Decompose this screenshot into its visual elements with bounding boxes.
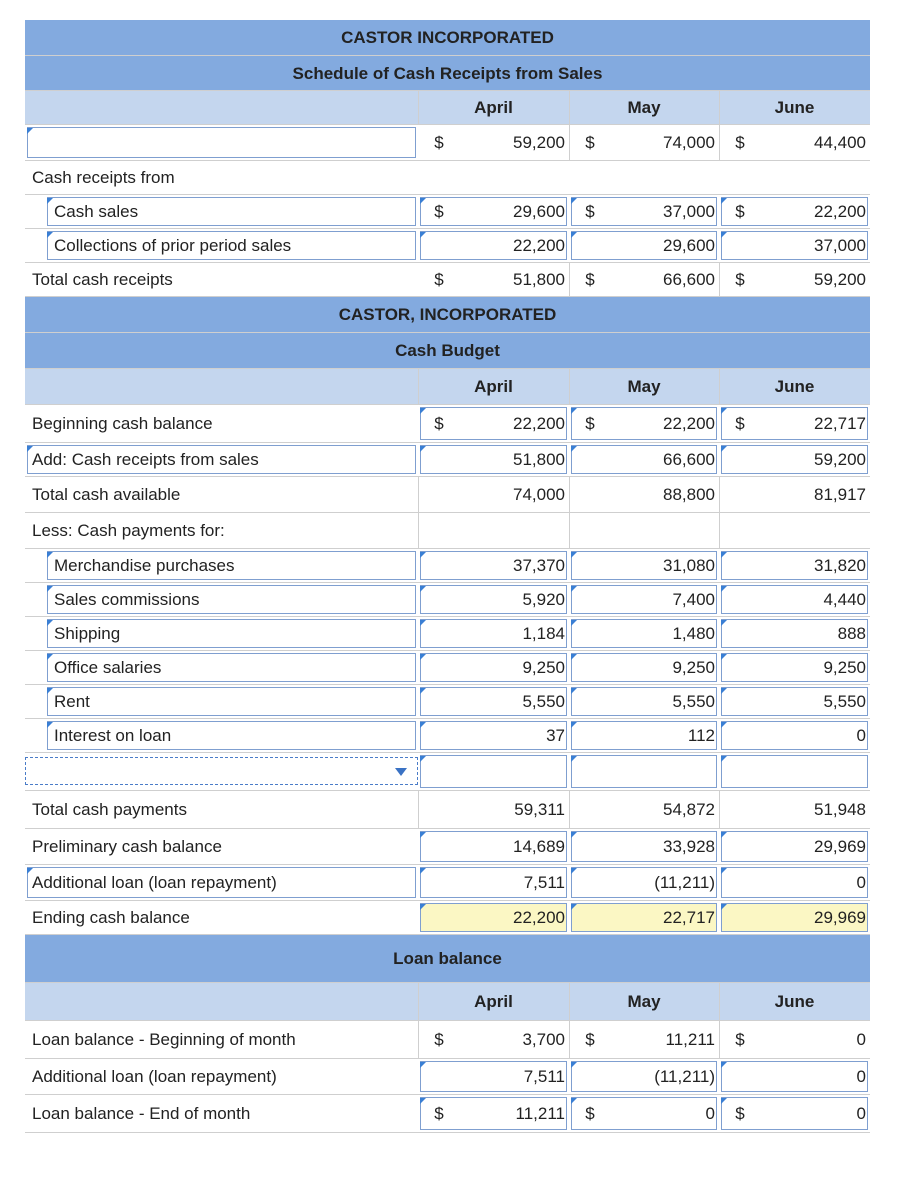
schedule-month-0: April [474,98,513,117]
salaries-label: Office salaries [54,658,162,677]
ending-cash-label: Ending cash balance [32,908,190,927]
ending-cash-value-1: 22,717 [663,908,715,927]
cash-sales-value-2: 22,200 [814,202,866,221]
rent-value-1: 5,550 [672,692,715,711]
total-receipts-dollar-2: $ [735,270,745,289]
sales-value-0: 59,200 [513,133,565,152]
loan-additional-value-2: 0 [856,1067,866,1086]
shipping-value-2: 888 [837,624,866,643]
loan-end-label: Loan balance - End of month [32,1104,251,1123]
rent-label: Rent [54,692,90,711]
schedule-title: Schedule of Cash Receipts from Sales [292,64,603,83]
loan-balance-months-row [25,983,870,1021]
cash-sales-value-1: 37,000 [663,202,715,221]
sales-row [25,125,870,161]
sales-value-1: 74,000 [663,133,715,152]
total-receipts-value-2: 59,200 [814,270,866,289]
sales-dollar-1: $ [585,133,595,152]
budget-month-0: April [474,377,513,396]
shipping-row [25,617,870,651]
cash-receipts-from-row [25,161,870,195]
loan-begin-dollar-0: $ [434,1030,444,1049]
preliminary-value-0: 14,689 [513,837,565,856]
loan-value-1: (11,211) [654,873,715,892]
empty-payment-row [25,753,870,791]
collections-value-2: 37,000 [814,236,866,255]
loan-label: Additional loan (loan repayment) [32,873,277,892]
schedule-company-title: CASTOR INCORPORATED [341,28,554,47]
cash-sales-value-0: 29,600 [513,202,565,221]
preliminary-label: Preliminary cash balance [32,837,222,856]
merchandise-label: Merchandise purchases [54,556,235,575]
rent-value-2: 5,550 [823,692,866,711]
salaries-row [25,651,870,685]
total-payments-row [25,791,870,829]
total-receipts-row [25,263,870,297]
collections-label: Collections of prior period sales [54,236,292,255]
ending-cash-row [25,901,870,935]
cash-sales-dollar-2: $ [735,202,745,221]
loan-begin-dollar-1: $ [585,1030,595,1049]
available-label: Total cash available [32,485,181,504]
sales-dollar-2: $ [735,133,745,152]
loan-begin-value-2: 0 [856,1030,866,1049]
loan-balance-month-0: April [474,992,513,1011]
empty-payment-cell-1[interactable] [571,755,717,788]
receipts-value-0: 51,800 [513,450,565,469]
available-value-1: 88,800 [663,485,715,504]
merchandise-value-0: 37,370 [513,556,565,575]
loan-end-value-0: 11,211 [515,1104,565,1123]
receipts-row [25,443,870,477]
loan-balance-title-row [25,935,870,983]
loan-value-2: 0 [856,873,866,892]
loan-begin-label: Loan balance - Beginning of month [32,1030,296,1049]
loan-balance-title: Loan balance [393,949,502,968]
beginning-cash-value-2: 22,717 [814,414,866,433]
available-value-2: 81,917 [814,485,866,504]
beginning-cash-value-1: 22,200 [663,414,715,433]
loan-additional-row [25,1059,870,1095]
merchandise-row [25,549,870,583]
loan-end-dollar-1: $ [585,1104,595,1123]
less-payments-row [25,513,870,549]
loan-end-row [25,1095,870,1133]
cash-sales-dollar-0: $ [434,202,444,221]
rent-label-input[interactable] [47,687,416,716]
total-receipts-label: Total cash receipts [32,270,173,289]
merchandise-value-2: 31,820 [814,556,866,575]
budget-title: Cash Budget [395,341,500,360]
rent-value-0: 5,550 [522,692,565,711]
less-payments-label: Less: Cash payments for: [32,521,225,540]
budget-months-row [25,369,870,405]
interest-row [25,719,870,753]
beginning-cash-row [25,405,870,443]
schedule-title-row [25,56,870,91]
sales-value-2: 44,400 [814,133,866,152]
loan-begin-value-0: 3,700 [522,1030,565,1049]
empty-payment-cell-2[interactable] [721,755,868,788]
cash-budget-worksheet [25,20,870,1133]
loan-begin-row [25,1021,870,1059]
loan-additional-value-0: 7,511 [523,1067,565,1086]
loan-additional-label: Additional loan (loan repayment) [32,1067,277,1086]
loan-end-value-1: 0 [705,1104,715,1123]
total-receipts-value-0: 51,800 [513,270,565,289]
salaries-value-0: 9,250 [522,658,565,677]
shipping-value-1: 1,480 [672,624,715,643]
ending-cash-value-0: 22,200 [513,908,565,927]
available-row [25,477,870,513]
cash-sales-dollar-1: $ [585,202,595,221]
commissions-value-1: 7,400 [672,590,715,609]
total-receipts-value-1: 66,600 [663,270,715,289]
interest-value-0: 37 [546,726,565,745]
commissions-value-0: 5,920 [522,590,565,609]
budget-title-row [25,333,870,369]
schedule-month-1: May [627,98,661,117]
budget-month-2: June [774,377,815,396]
collections-value-1: 29,600 [663,236,715,255]
receipts-label: Add: Cash receipts from sales [32,450,259,469]
loan-end-dollar-0: $ [434,1104,444,1123]
total-payments-label: Total cash payments [32,800,187,819]
chevron-down-icon[interactable] [395,768,407,776]
payment-type-dropdown[interactable] [25,757,418,785]
salaries-value-2: 9,250 [823,658,866,677]
preliminary-value-2: 29,969 [814,837,866,856]
salaries-value-1: 9,250 [672,658,715,677]
total-receipts-dollar-1: $ [585,270,595,289]
commissions-label: Sales commissions [54,590,200,609]
cash-receipts-from-label: Cash receipts from [32,168,175,187]
preliminary-value-1: 33,928 [663,837,715,856]
receipts-value-1: 66,600 [663,450,715,469]
schedule-company-row [25,20,870,56]
cash-sales-row [25,195,870,229]
loan-value-0: 7,511 [523,873,565,892]
loan-begin-dollar-2: $ [735,1030,745,1049]
sales-dollar-0: $ [434,133,444,152]
commissions-value-2: 4,440 [823,590,866,609]
shipping-label: Shipping [54,624,121,643]
loan-end-value-2: 0 [856,1104,866,1123]
budget-month-1: May [627,377,661,396]
available-value-0: 74,000 [513,485,565,504]
sales-label-input[interactable] [27,127,416,158]
beginning-cash-label: Beginning cash balance [32,414,213,433]
total-payments-value-0: 59,311 [514,800,565,819]
collections-value-0: 22,200 [513,236,565,255]
loan-end-dollar-2: $ [735,1104,745,1123]
interest-label: Interest on loan [54,726,172,745]
schedule-month-2: June [774,98,815,117]
loan-balance-month-2: June [774,992,815,1011]
merchandise-value-1: 31,080 [663,556,715,575]
loan-begin-value-1: 11,211 [665,1030,715,1049]
rent-row [25,685,870,719]
beginning-cash-value-0: 22,200 [513,414,565,433]
budget-company-title: CASTOR, INCORPORATED [338,305,557,324]
total-payments-value-1: 54,872 [663,800,715,819]
interest-value-1: 112 [687,726,715,745]
budget-company-row [25,297,870,333]
commissions-row [25,583,870,617]
loan-balance-month-1: May [627,992,661,1011]
loan-row [25,865,870,901]
beginning-cash-dollar-1: $ [585,414,595,433]
preliminary-row [25,829,870,865]
ending-cash-value-2: 29,969 [814,908,866,927]
beginning-cash-dollar-0: $ [434,414,444,433]
empty-payment-cell-0[interactable] [420,755,567,788]
total-payments-value-2: 51,948 [814,800,866,819]
loan-additional-value-1: (11,211) [654,1067,715,1086]
collections-row [25,229,870,263]
interest-value-2: 0 [856,726,866,745]
cash-sales-label: Cash sales [54,202,139,221]
schedule-months-row [25,91,870,125]
receipts-value-2: 59,200 [814,450,866,469]
total-receipts-dollar-0: $ [434,270,444,289]
shipping-value-0: 1,184 [522,624,565,643]
beginning-cash-dollar-2: $ [735,414,745,433]
